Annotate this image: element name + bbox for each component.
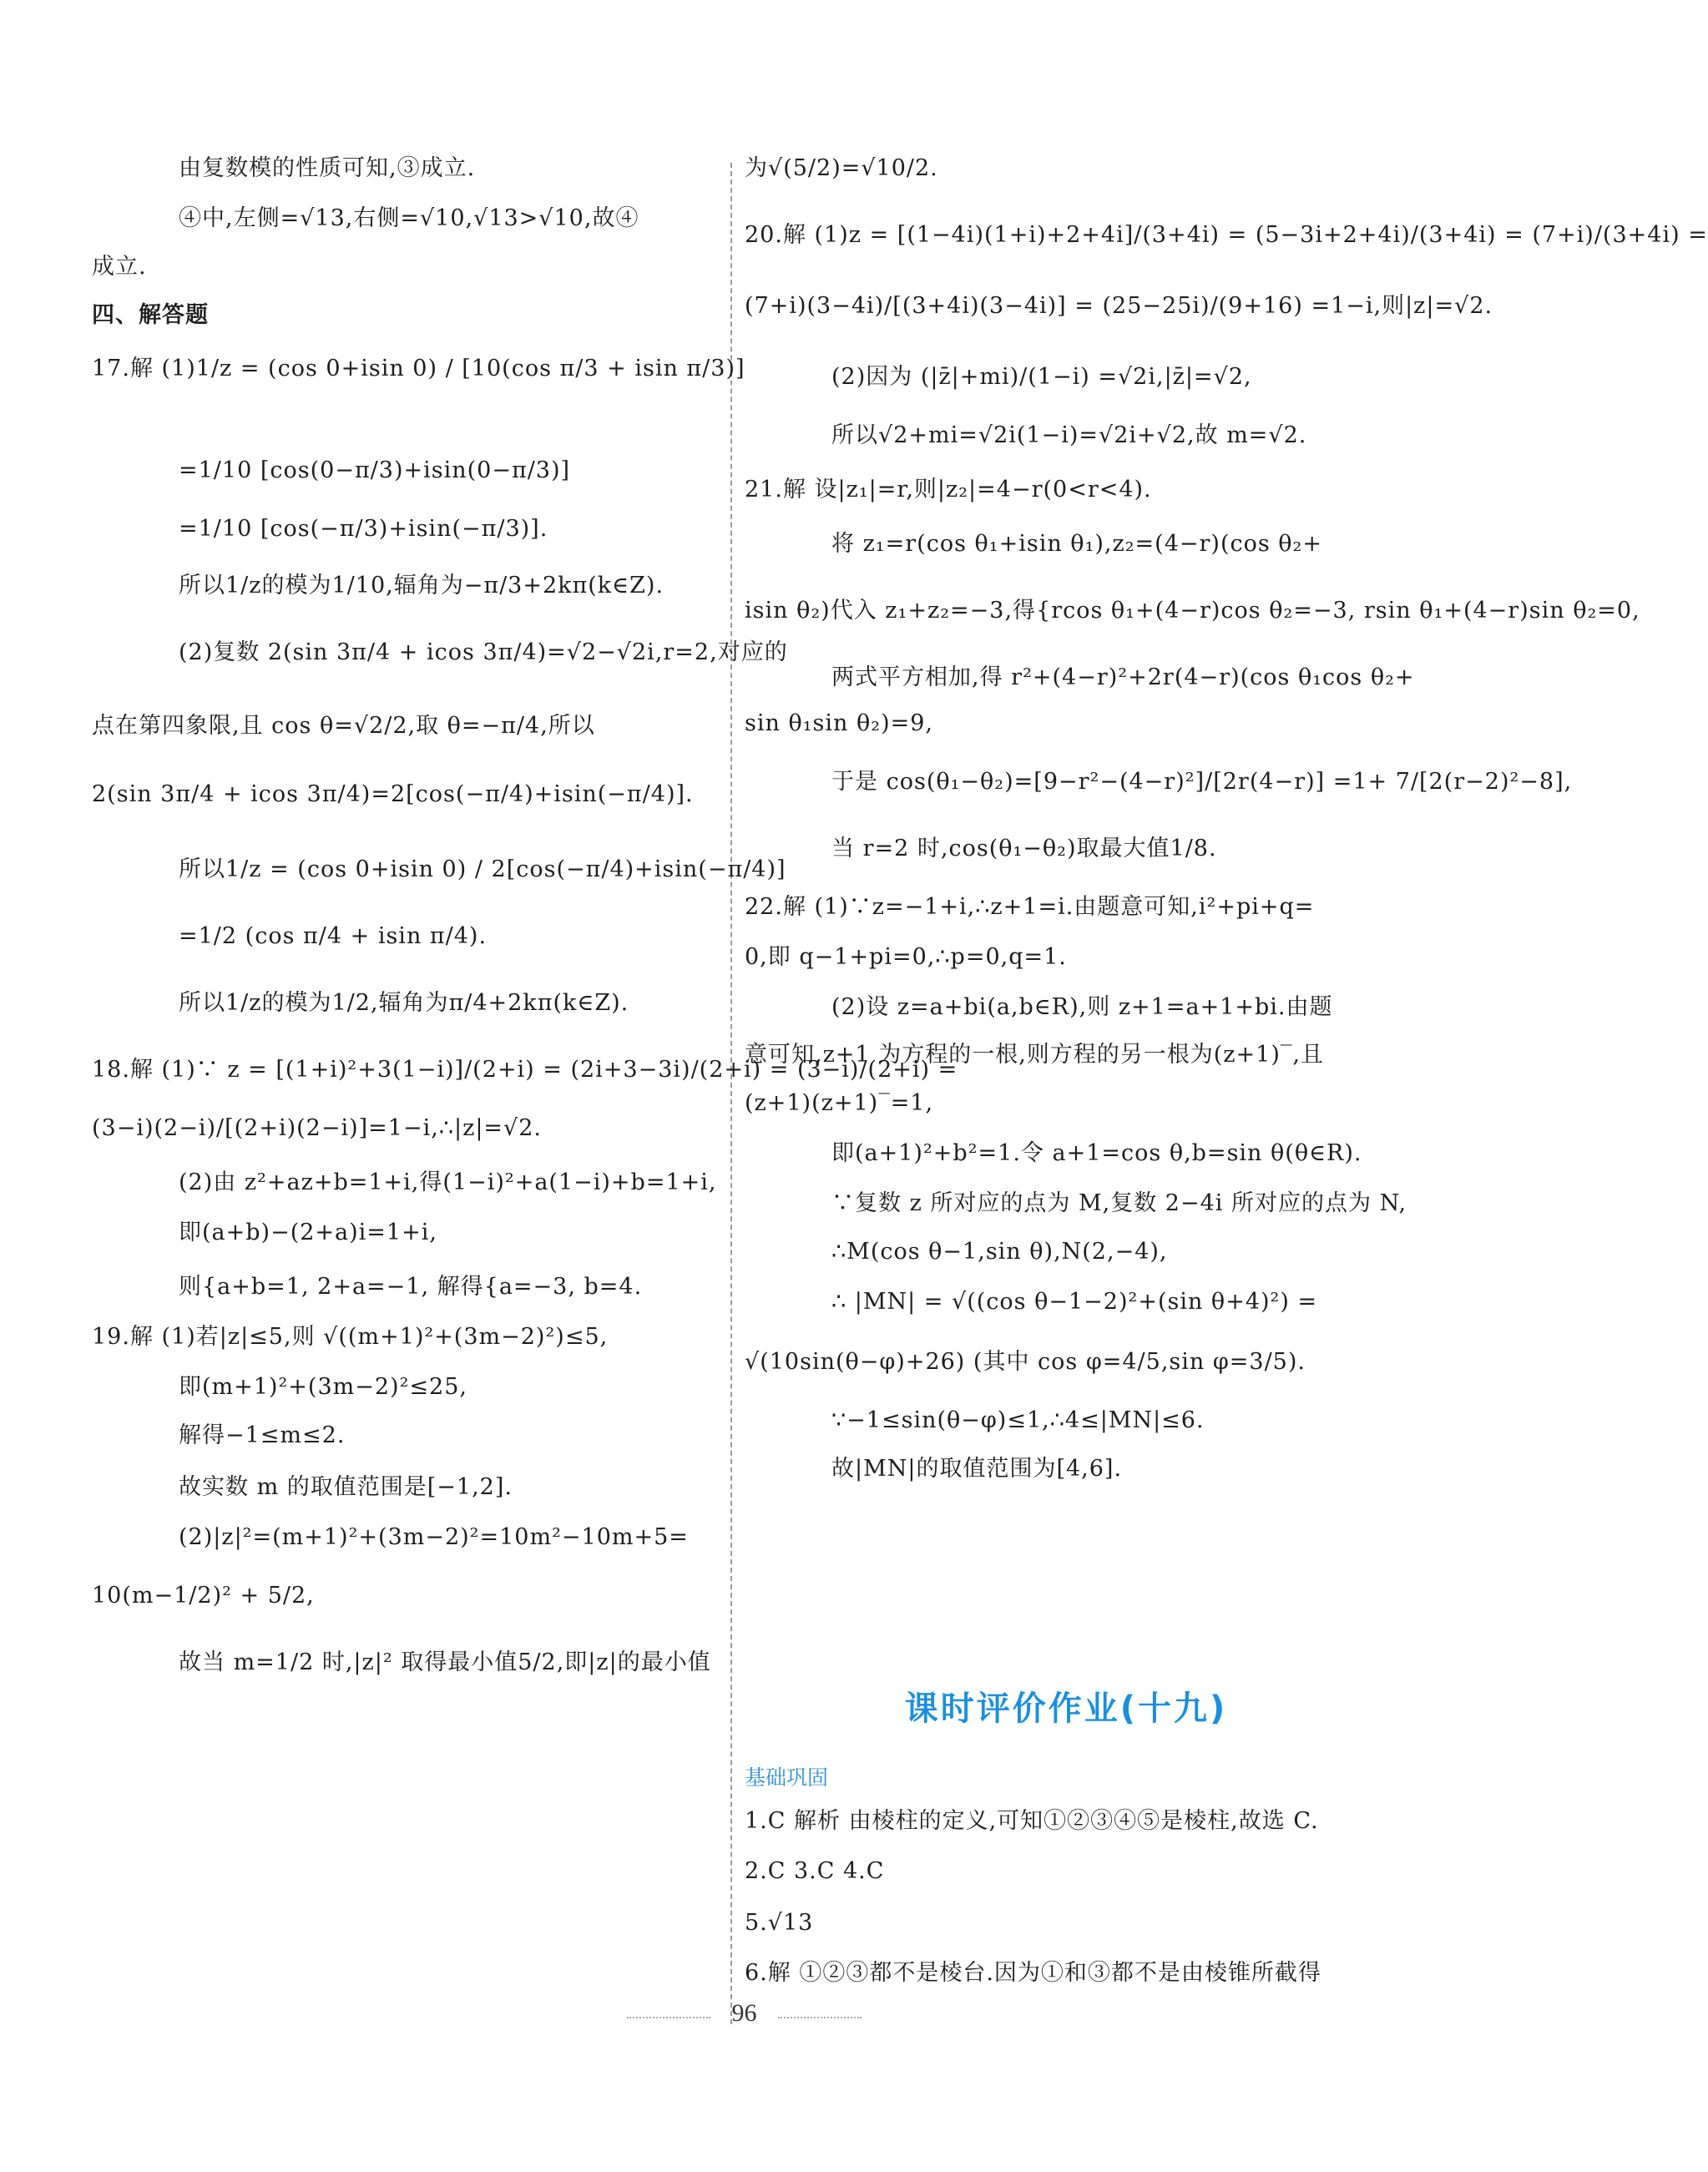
right-text-line: 当 r=2 时,cos(θ₁−θ₂)取最大值1/8. (831, 836, 1217, 861)
subsection-label: 基础巩固 (745, 1765, 829, 1790)
right-text-line: ∵−1≤sin(θ−φ)≤1,∴4≤|MN|≤6. (831, 1407, 1205, 1433)
right-text-line: (2)设 z=a+bi(a,b∈R),则 z+1=a+1+bi.由题 (831, 994, 1333, 1020)
right-text-line: 所以√2+mi=√2i(1−i)=√2i+√2,故 m=√2. (831, 422, 1307, 448)
right-text-line: 0,即 q−1+pi=0,∴p=0,q=1. (745, 944, 1067, 970)
left-text-line: 2(sin 3π/4 + icos 3π/4)=2[cos(−π/4)+isin(−π/4)]. (92, 781, 694, 807)
left-text-line: 17.解 (1)1/z = (cos 0+isin 0) / [10(cos π/3 + isin π/3)] (92, 356, 745, 381)
left-text-line: (2)复数 2(sin 3π/4 + icos 3π/4)=√2−√2i,r=2,对应的 (179, 639, 788, 665)
page-footer (0, 1999, 1488, 2033)
left-text-line: 所以1/z的模为1/2,辐角为π/4+2kπ(k∈Z). (179, 990, 629, 1016)
right-text-line: 5.√13 (745, 1910, 814, 1936)
column-divider (730, 163, 732, 2024)
right-text-line: sin θ₁sin θ₂)=9, (745, 710, 934, 736)
right-text-line: (2)因为 (|z̄|+mi)/(1−i) =√2i,|z̄|=√2, (831, 364, 1252, 390)
left-text-line: ④中,左侧=√13,右侧=√10,√13>√10,故④ (179, 205, 639, 231)
left-text-line: 成立. (92, 254, 147, 280)
right-text-line: ∴ |MN| = √((cos θ−1−2)²+(sin θ+4)²) = (831, 1289, 1318, 1315)
left-text-line: 即(m+1)²+(3m−2)²≤25, (179, 1374, 467, 1400)
right-text-line: 两式平方相加,得 r²+(4−r)²+2r(4−r)(cos θ₁cos θ₂+ (831, 664, 1415, 690)
right-text-line: 1.C 解析 由棱柱的定义,可知①②③④⑤是棱柱,故选 C. (745, 1808, 1319, 1834)
right-text-line: 意可知,z+1 为方程的一根,则方程的另一根为(z+1)‾,且 (745, 1042, 1324, 1068)
left-text-line: =1/10 [cos(−π/3)+isin(−π/3)]. (179, 516, 548, 542)
right-text-line: 6.解 ①②③都不是棱台.因为①和③都不是由棱锥所截得 (745, 1960, 1321, 1986)
left-text-line: 即(a+b)−(2+a)i=1+i, (179, 1220, 437, 1245)
left-text-line: 19.解 (1)若|z|≤5,则 √((m+1)²+(3m−2)²)≤5, (92, 1324, 609, 1350)
left-text-line: =1/10 [cos(0−π/3)+isin(0−π/3)] (179, 457, 571, 483)
left-text-line: 故当 m=1/2 时,|z|² 取得最小值5/2,即|z|的最小值 (179, 1649, 711, 1675)
right-text-line: 将 z₁=r(cos θ₁+isin θ₁),z₂=(4−r)(cos θ₂+ (831, 531, 1323, 557)
section-title: 课时评价作业(十九) (904, 1690, 1228, 1728)
right-text-line: 2.C 3.C 4.C (745, 1858, 885, 1884)
footer-ornament-right (778, 2017, 862, 2018)
left-text-line: 所以1/z = (cos 0+isin 0) / 2[cos(−π/4)+isin(−π/4)] (179, 856, 786, 882)
footer-ornament-left (627, 2017, 710, 2018)
right-text-line: 于是 cos(θ₁−θ₂)=[9−r²−(4−r)²]/[2r(4−r)] =1+ 7/[2(r−2)²−8], (831, 769, 1573, 795)
left-text-line: 则{a+b=1, 2+a=−1, 解得{a=−3, b=4. (179, 1274, 643, 1300)
left-text-line: 故实数 m 的取值范围是[−1,2]. (179, 1474, 513, 1500)
left-text-line: 解得−1≤m≤2. (179, 1422, 346, 1448)
right-text-line: 20.解 (1)z = [(1−4i)(1+i)+2+4i]/(3+4i) = (5−3i+2+4i)/(3+4i) = (7+i)/(3+4i) = (745, 222, 1708, 248)
right-text-line: 即(a+1)²+b²=1.令 a+1=cos θ,b=sin θ(θ∈R). (831, 1140, 1362, 1166)
left-text-line: 由复数模的性质可知,③成立. (179, 155, 476, 181)
left-text-line: 四、解答题 (92, 302, 209, 328)
right-text-line: 为√(5/2)=√10/2. (745, 155, 938, 181)
right-text-line: 22.解 (1)∵z=−1+i,∴z+1=i.由题意可知,i²+pi+q= (745, 894, 1315, 920)
left-text-line: 点在第四象限,且 cos θ=√2/2,取 θ=−π/4,所以 (92, 713, 595, 739)
right-text-line: (7+i)(3−4i)/[(3+4i)(3−4i)] = (25−25i)/(9+16) =1−i,则|z|=√2. (745, 293, 1493, 319)
right-text-line: ∵复数 z 所对应的点为 M,复数 2−4i 所对应的点为 N, (831, 1190, 1407, 1216)
right-text-line: √(10sin(θ−φ)+26) (其中 cos φ=4/5,sin φ=3/5). (745, 1349, 1306, 1375)
right-text-line: (z+1)(z+1)‾=1, (745, 1090, 934, 1116)
page-number: 96 (731, 1999, 757, 2027)
left-text-line: 18.解 (1)∵ z = [(1+i)²+3(1−i)]/(2+i) = (2i+3−3i)/(2+i) = (3−i)/(2+i) = (92, 1057, 958, 1083)
left-text-line: 10(m−1/2)² + 5/2, (92, 1583, 315, 1609)
right-text-line: isin θ₂)代入 z₁+z₂=−3,得{rcos θ₁+(4−r)cos θ₂=−3, rsin θ₁+(4−r)sin θ₂=0, (745, 598, 1640, 624)
left-text-line: (2)由 z²+az+b=1+i,得(1−i)²+a(1−i)+b=1+i, (179, 1169, 717, 1195)
left-text-line: (3−i)(2−i)/[(2+i)(2−i)]=1−i,∴|z|=√2. (92, 1115, 543, 1141)
right-text-line: ∴M(cos θ−1,sin θ),N(2,−4), (831, 1239, 1168, 1265)
right-text-line: 21.解 设|z₁|=r,则|z₂|=4−r(0<r<4). (745, 477, 1152, 503)
left-text-line: 所以1/z的模为1/10,辐角为−π/3+2kπ(k∈Z). (179, 573, 665, 599)
left-text-line: (2)|z|²=(m+1)²+(3m−2)²=10m²−10m+5= (179, 1524, 689, 1550)
left-text-line: =1/2 (cos π/4 + isin π/4). (179, 923, 488, 949)
right-text-line: 故|MN|的取值范围为[4,6]. (831, 1456, 1123, 1482)
